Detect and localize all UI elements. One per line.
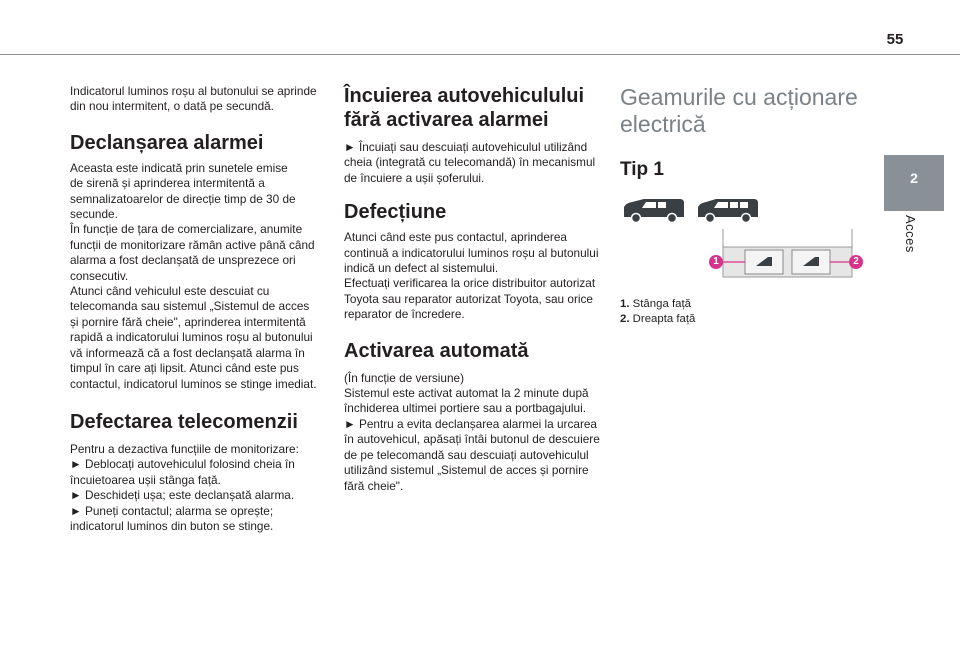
chapter-number: 2 <box>910 170 918 186</box>
declansare-body <box>70 161 320 392</box>
text-line: alarma a fost declanșată de unsprezece ori <box>70 253 296 268</box>
text-line: în autovehicul, apăsați întâi butonul de descuiere <box>344 432 600 447</box>
callout-1-label: 1 <box>713 256 719 267</box>
text-line: Efectuați verificarea la orice distribuitor autorizat <box>344 276 596 291</box>
text-line: de pe telecomandă sau descuiați autovehiculul <box>344 447 589 462</box>
text-line: rapidă a indicatorului luminos roșu al butonului <box>70 330 313 345</box>
van-short-icon <box>622 195 686 225</box>
heading-geamuri-line2: electrică <box>620 111 706 137</box>
list-text: Dreapta față <box>632 313 696 325</box>
text-line: ► Deblocați autovehiculul folosind cheia în <box>70 457 295 472</box>
column-3 <box>620 84 870 327</box>
activare-body <box>344 371 602 494</box>
text-line: Sistemul este activat automat la 2 minute după <box>344 386 589 401</box>
text-line: consecutiv. <box>70 268 129 283</box>
van-long-icon <box>696 195 760 225</box>
heading-defectiune: Defecțiune <box>344 201 447 224</box>
text-line: telecomanda sau sistemul „Sistemul de acces <box>70 299 310 314</box>
text-line: fără cheie". <box>344 478 404 493</box>
text-line: de sirenă și aprinderea intermitentă a <box>70 176 265 191</box>
list-text: Stânga față <box>632 298 691 310</box>
text-line: funcții de monitorizare rămân active până când <box>70 237 315 252</box>
text-line: Atunci când vehiculul este descuiat cu <box>70 284 270 299</box>
column-2 <box>344 84 602 494</box>
list-item <box>620 312 870 327</box>
text-line: ► Deschideți ușa; este declanșată alarma. <box>70 488 295 503</box>
heading-tip: Tip 1 <box>620 159 664 180</box>
text-line: Toyota sau reparator autorizat Toyota, sau orice <box>344 291 593 306</box>
window-switch-panel-icon <box>702 229 872 287</box>
text-line: utilizând sistemul „Sistemul de acces și pornire <box>344 463 589 478</box>
text-line: indică un defect al sistemului. <box>344 261 499 276</box>
page-number: 55 <box>886 31 904 48</box>
vehicle-icons <box>622 195 870 225</box>
window-switch-diagram <box>702 229 872 287</box>
defectiune-body <box>344 230 602 322</box>
legend-list <box>620 297 870 327</box>
text-line: semnalizatoarelor de direcție timp de 30 de <box>70 191 296 206</box>
text-line: închiderea ultimei portiere sau a portbagajului. <box>344 401 586 416</box>
list-number: 2. <box>620 313 630 325</box>
text-line: continuă a indicatorului luminos roșu al butonului <box>344 245 599 260</box>
defectare-body <box>70 442 320 534</box>
text-line: În funcție de țara de comercializare, anumite <box>70 222 303 237</box>
text-line: (În funcție de versiune) <box>344 370 464 385</box>
heading-activare: Activarea automată <box>344 339 529 362</box>
text-line: și pornire fără cheie", aprinderea intermitentă <box>70 314 306 329</box>
list-number: 1. <box>620 298 630 310</box>
text-line: Aceasta este indicată prin sunetele emise <box>70 160 288 175</box>
text-line: indicatorul luminos din buton se stinge. <box>70 518 274 533</box>
text-line: încuietoarea ușii stânga față. <box>70 472 221 487</box>
text-line: ► Pentru a evita declanșarea alarmei la urcarea <box>344 416 597 431</box>
heading-declansare: Declanșarea alarmei <box>70 131 264 154</box>
text-line: vă informează că a fost declanșată alarma în <box>70 345 305 360</box>
text-line: Pentru a dezactiva funcțiile de monitorizare: <box>70 441 299 456</box>
text-line: ► Încuiați sau descuiați autovehiculul utilizând <box>344 140 588 154</box>
list-item <box>620 297 870 312</box>
heading-incuiere: Încuierea autovehiculului fără activarea alarmei <box>344 85 585 131</box>
text-line: cheia (integrată cu telecomandă) în mecanismul <box>344 155 596 170</box>
incuiere-body <box>344 140 602 186</box>
intro-text: Indicatorul luminos roșu al butonului se aprinde din nou intermitent, o dată pe secundă. <box>70 84 317 114</box>
text-line: de încuiere a ușii șoferului. <box>344 170 485 185</box>
heading-geamuri-line1: Geamurile cu acționare <box>620 84 858 110</box>
text-line: reparator de încredere. <box>344 307 465 322</box>
header-rule <box>0 54 960 55</box>
chapter-title: Acces <box>903 215 918 253</box>
text-line: contactul, indicatorul luminos se stinge imediat. <box>70 376 317 391</box>
text-line: Atunci când este pus contactul, aprinderea <box>344 230 567 245</box>
text-line: ► Puneți contactul; alarma se oprește; <box>70 503 274 518</box>
column-1 <box>70 84 320 534</box>
text-line: timpul în care ați lipsit. Atunci când este pus <box>70 361 299 376</box>
heading-defectare: Defectarea telecomenzii <box>70 410 298 433</box>
text-line: secunde. <box>70 207 118 222</box>
callout-2-label: 2 <box>853 256 859 267</box>
